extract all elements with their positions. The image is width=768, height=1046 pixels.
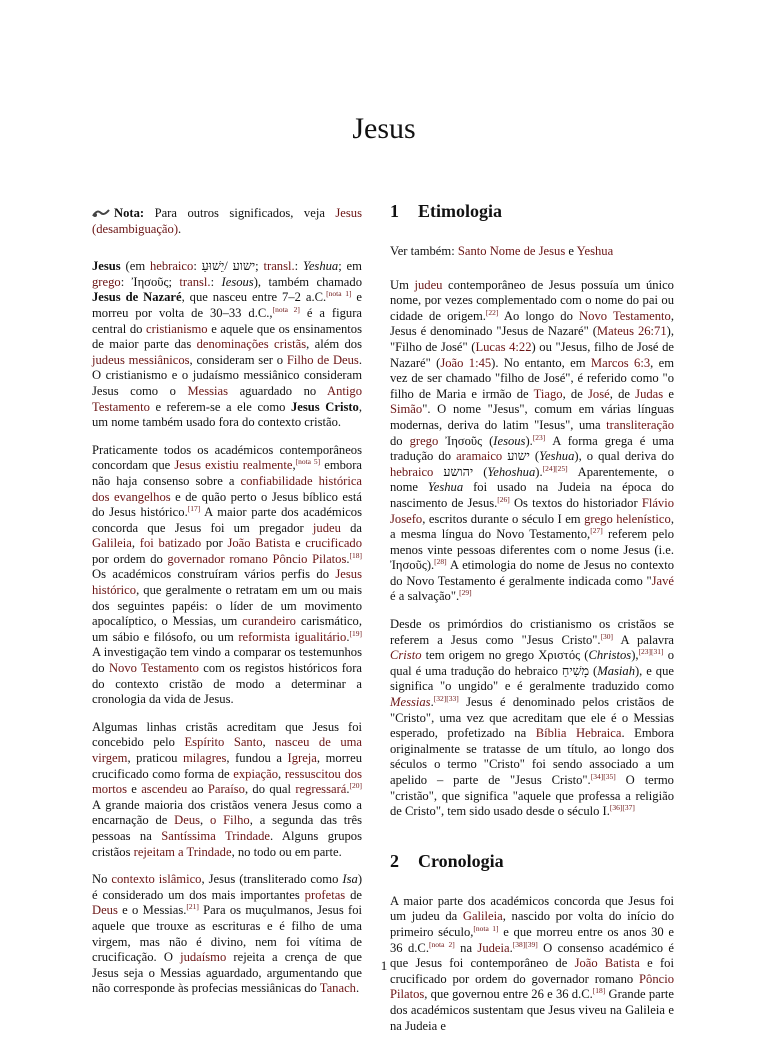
link[interactable]: contexto islâmico: [111, 872, 202, 887]
link[interactable]: Espírito Santo: [184, 735, 263, 750]
link[interactable]: Cristo: [390, 648, 422, 663]
link[interactable]: Galileia: [462, 909, 503, 924]
footnote-ref[interactable]: [22]: [485, 307, 499, 317]
footnote-ref[interactable]: [19]: [349, 628, 362, 638]
link-judeus-messianicos[interactable]: judeus messiânicos: [92, 352, 190, 367]
link[interactable]: ressuscitou dos mortos: [92, 766, 362, 797]
link[interactable]: regressará: [295, 782, 347, 797]
footnote-ref[interactable]: [23][31]: [638, 647, 664, 657]
link[interactable]: confiabilidade histórica dos evangelhos: [92, 473, 362, 504]
footnote-ref[interactable]: [26]: [497, 494, 510, 504]
link[interactable]: hebraico: [390, 464, 434, 479]
link[interactable]: Flávio Josefo: [390, 495, 674, 526]
left-column: [92, 206, 362, 1009]
link[interactable]: judeu: [312, 520, 341, 535]
link[interactable]: Novo Testamento: [108, 661, 199, 676]
link[interactable]: Igreja: [287, 751, 317, 765]
link[interactable]: João Batista: [574, 956, 640, 971]
link[interactable]: judaísmo: [180, 950, 227, 965]
link[interactable]: Tanach: [319, 981, 356, 996]
link[interactable]: crucificado: [305, 536, 363, 551]
link[interactable]: João Batista: [227, 536, 291, 551]
link[interactable]: Pôncio Pilatos: [272, 551, 347, 566]
link-antigo-testamento[interactable]: Antigo Testamento: [92, 383, 362, 414]
intro-paragraph-2: Praticamente todos os académicos contemporâneos concordam que Jesus existiu realmente,[nota 5] embora não haja consenso sobre a confiabilidade histórica dos evangelhos e de quão perto o Jesus bíblico está do Jesus histórico.[17] A maior parte dos académicos concorda que Jesus foi um pregador judeu da Galileia, foi batizado por João Batista e crucificado por ordem do governador romano Pôncio Pilatos.[18] Os académicos construíram vários perfis do Jesus histórico, que geralmente o retratam em um ou mais dos seguintes papéis: o líder de um movimento apocalíptico, o Messias, um curandeiro carismático, um sábio e filósofo, ou um reformista igualitário.[19] A investigação tem vindo a comparar os testemunhos do Novo Testamento com os registos históricos fora do contexto cristão de modo a determinar a cronologia da vida de Jesus.: [92, 442, 363, 707]
footnote-ref[interactable]: [nota 2]: [428, 939, 455, 949]
link-filho-de-deus[interactable]: Filho de Deus: [286, 352, 359, 367]
link[interactable]: reformista igualitário: [238, 629, 347, 644]
footnote-ref[interactable]: [18]: [349, 550, 363, 560]
footnote-ref[interactable]: [29]: [459, 588, 472, 598]
footnote-ref[interactable]: [28]: [434, 557, 447, 567]
link[interactable]: Tiago: [533, 386, 563, 401]
link[interactable]: Jesus histórico: [92, 567, 362, 598]
footnote-ref[interactable]: [24][25]: [542, 463, 568, 473]
link[interactable]: Galileia: [92, 536, 132, 551]
link-hebraico[interactable]: hebraico: [149, 259, 194, 274]
link[interactable]: Lucas 4:22: [475, 339, 532, 354]
link[interactable]: Santíssima Trindade: [161, 828, 271, 843]
footnote-ref[interactable]: [21]: [186, 902, 199, 912]
link[interactable]: grego: [409, 433, 439, 448]
link-cristianismo[interactable]: cristianismo: [146, 321, 208, 336]
right-column: [390, 200, 674, 1046]
etimologia-paragraph-2: Desde os primórdios do cristianismo os cristãos se referem a Jesus como "Jesus Cristo".[30] A palavra Cristo tem origem no grego Χριστός (Christos),[23][31] o qual é uma tradução do hebraico מָשִׁיחַ (Masiah), e que significa "o ungido" e é geralmente traduzido como Messias.[32][33] Jesus é denominado pelos cristãos de "Cristo", uma vez que acreditam que ele é o Messias esperado, profetizado na Bíblia Hebraica. Embora originalmente se tratasse de um título, ao longo dos séculos o termo "Cristo" foi sendo associado a um apelido – parte de "Jesus Cristo".[34][35] O termo "cristão", que significa "aquele que professa a religião de Cristo", tem sido usado desde o século I.[36][37]: [390, 617, 675, 819]
link[interactable]: Yeshua: [576, 244, 614, 258]
link[interactable]: João 1:45: [440, 355, 492, 370]
link[interactable]: Marcos 6:3: [590, 355, 651, 370]
disambiguation-link[interactable]: Jesus (desambiguação): [92, 206, 362, 236]
footnote-ref[interactable]: [18]: [592, 986, 606, 996]
footnote-ref[interactable]: [36][37]: [609, 803, 635, 812]
link-transl[interactable]: transl.: [263, 259, 295, 274]
link[interactable]: Pôncio Pilatos: [390, 971, 674, 1002]
footnote-ref[interactable]: [20]: [349, 781, 363, 790]
link[interactable]: expiação: [233, 766, 279, 781]
link[interactable]: rejeitam a Trindade: [133, 844, 232, 859]
footnote-ref[interactable]: [27]: [590, 525, 603, 535]
link[interactable]: Deus: [92, 903, 118, 918]
see-also: Ver também: Santo Nome de Jesus e Yeshua: [390, 244, 614, 258]
link[interactable]: Novo Testamento: [579, 308, 671, 323]
disambiguation-note: Nota: Para outros significados, veja Jesus (desambiguação).: [92, 206, 362, 236]
link[interactable]: ascendeu: [141, 782, 188, 797]
link[interactable]: Javé: [651, 573, 674, 588]
footnote-ref[interactable]: [23]: [532, 432, 546, 442]
footnote-ref[interactable]: [17]: [187, 503, 201, 513]
section-heading-cronologia: 2 Cronologia: [390, 850, 504, 871]
link[interactable]: Simão: [390, 402, 423, 417]
intro-paragraph-4: No contexto islâmico, Jesus (transliterado como Isa) é considerado um dos mais importantes profetas de Deus e o Messias.[21] Para os muçulmanos, Jesus foi aquele que trouxe as escrituras e é filho de uma virgem, mas não é divino, nem foi vítima de crucificação. O judaísmo rejeita a crença de que Jesus seja o Messias aguardado, argumentando que não corresponde às profecias messiânicas do Tanach.: [92, 872, 363, 996]
link[interactable]: governador romano: [167, 551, 268, 566]
link[interactable]: Judeia: [477, 940, 510, 955]
link[interactable]: grego helenístico: [584, 511, 671, 526]
link-denominacoes[interactable]: denominações cristãs: [196, 337, 307, 352]
link[interactable]: transliteração: [606, 417, 674, 432]
footnote-ref[interactable]: [nota 1]: [473, 923, 499, 933]
intro-paragraph-3: Algumas linhas cristãs acreditam que Jesus foi concebido pelo Espírito Santo, nasceu de uma virgem, praticou milagres, fundou a Igreja, morreu crucificado como forma de expiação, ressuscitou dos mortos e ascendeu ao Paraíso, do qual regressará.[20] A grande maioria dos cristãos venera Jesus como a encarnação de Deus, o Filho, a segunda das três pessoas na Santíssima Trindade. Alguns grupos cristãos rejeitam a Trindade, no todo ou em parte.: [92, 719, 363, 859]
note-icon: [92, 207, 110, 217]
footnote-ref[interactable]: [nota 5]: [295, 457, 321, 467]
link-grego[interactable]: grego: [92, 274, 121, 289]
footnote-ref[interactable]: [nota 1]: [326, 289, 352, 299]
page-number: 1: [380, 958, 388, 973]
cronologia-paragraph-1: A maior parte dos académicos concorda que Jesus foi um judeu da Galileia, nascido por volta do início do primeiro século,[nota 1] e que morreu entre os anos 30 e 36 d.C.[nota 2] na Judeia.[38][39] O consenso académico é que Jesus foi contemporâneo de João Batista e foi crucificado por ordem do governador romano Pôncio Pilatos, que governou entre 26 e 36 d.C.[18] Grande parte dos académicos sustentam que Jesus viveu na Galileia e na Judeia e: [390, 893, 674, 1033]
page-title: Jesus: [352, 112, 416, 145]
section-heading-etimologia: 1 Etimologia: [390, 201, 502, 221]
link[interactable]: Santo Nome de Jesus: [457, 244, 566, 258]
footnote-ref[interactable]: [34][35]: [590, 771, 616, 781]
link[interactable]: o Filho: [210, 813, 250, 828]
link[interactable]: Mateus 26:71: [596, 324, 667, 339]
link-transl[interactable]: transl.: [179, 274, 211, 289]
link[interactable]: profetas: [304, 887, 346, 902]
link[interactable]: aramaico: [456, 449, 503, 464]
link[interactable]: Jesus existiu realmente: [174, 458, 293, 473]
footnote-ref[interactable]: [30]: [600, 631, 614, 641]
link[interactable]: Bíblia Hebraica: [535, 726, 622, 741]
intro-paragraph-1: Jesus (em hebraico: ישוע /יֵשׁוּעַ; transl.: Yeshua; em grego: Ἰησοῦς; transl.: Iesous), também chamado Jesus de Nazaré, que nasceu entre 7–2 a.C.[nota 1] e morreu por volta de 30–33 d.C.,[nota 2] é a figura central do cristianismo e aquele que os ensinamentos de maior parte das denominações cristãs, além dos judeus messiânicos, consideram ser o Filho de Deus. O cristianismo e o judaísmo messiânico consideram Jesus como o Messias aguardado no Antigo Testamento e referem-se a ele como Jesus Cristo, um nome também usado fora do contexto cristão.: [92, 259, 362, 430]
footnote-ref[interactable]: [38][39]: [512, 939, 538, 949]
link-messias[interactable]: Messias: [187, 383, 229, 398]
link[interactable]: foi batizado: [139, 536, 202, 551]
link[interactable]: Judas: [635, 386, 664, 401]
link[interactable]: nasceu de uma virgem: [92, 735, 363, 765]
footnote-ref[interactable]: [32][33]: [433, 693, 459, 703]
link[interactable]: Messias: [390, 695, 431, 710]
link[interactable]: Paraíso: [207, 782, 245, 797]
link[interactable]: milagres: [183, 751, 227, 765]
link[interactable]: judeu: [414, 277, 443, 292]
link[interactable]: Deus: [174, 813, 201, 828]
link[interactable]: José: [588, 386, 610, 401]
link[interactable]: curandeiro: [242, 614, 296, 629]
etimologia-paragraph-1: Um judeu contemporâneo de Jesus possuía um único nome, por vezes complementado com o nome do pai ou cidade de origem.[22] Ao longo do Novo Testamento, Jesus é denominado "Jesus de Nazaré" (Mateus 26:71), "Filho de José" (Lucas 4:22) ou "Jesus, filho de José de Nazaré" (João 1:45). No entanto, em Marcos 6:3, em vez de ser chamado "filho de José", é referido como "o filho de Maria e irmão de Tiago, de José, de Judas e Simão". O nome "Jesus", comum em várias línguas modernas, deriva do latim "Iesus", uma transliteração do grego Ἰησοῦς (Iesous).[23] A forma grega é uma tradução do aramaico ישוע (Yeshua), o qual deriva do hebraico יהושע (Yehoshua).[24][25] Aparentemente, o nome Yeshua foi usado na Judeia na época do nascimento de Jesus.[26] Os textos do historiador Flávio Josefo, escritos durante o século I em grego helenístico, a mesma língua do Novo Testamento,[27] referem pelo menos vinte pessoas diferentes com o nome Jesus (i.e. Ἰησοῦς).[28] A etimologia do nome de Jesus no contexto do Novo Testamento é geralmente indicada como "Javé é a salvação".[29]: [390, 277, 675, 604]
footnote-ref[interactable]: [nota 2]: [272, 304, 300, 314]
